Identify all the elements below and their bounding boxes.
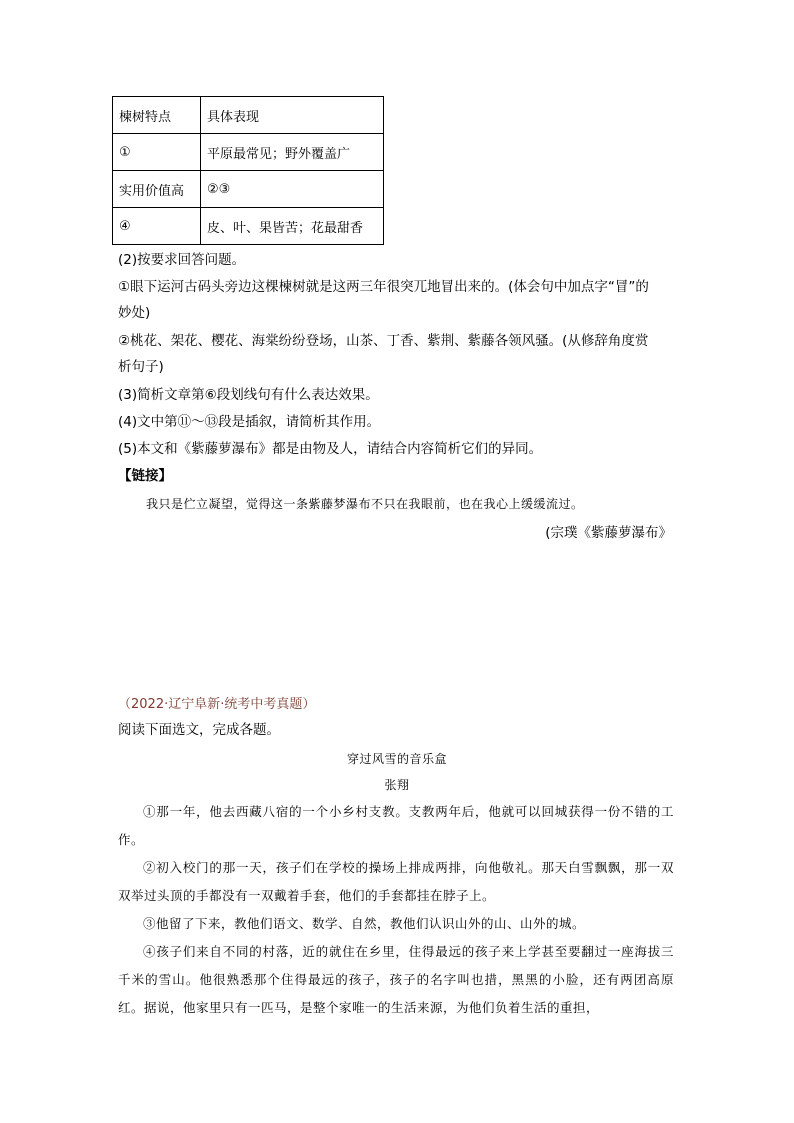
table-cell: 平原最常见；野外覆盖广 [201, 134, 384, 171]
article-paragraph-2: ②初入校门的那一天，孩子们在学校的操场上排成两排，向他敬礼。那天白雪飘飘，那一双双举过头顶的手都没有一双戴着手套，他们的手套都挂在脖子上。 [118, 860, 674, 903]
table-cell: ②③ [201, 171, 384, 208]
question-2-2: ②桃花、架花、樱花、海棠纷纷登场，山茶、丁香、紫荆、紫藤各领风骚。(从修辞角度赏 [118, 333, 649, 349]
article-paragraph-3: ③他留了下来，教他们语文、数学、自然，教他们认识山外的山、山外的城。 [143, 916, 586, 931]
table-cell: ④ [113, 208, 201, 245]
table-cell: 楝树特点 [113, 97, 201, 134]
table-cell: 皮、叶、果皆苦；花最甜香 [201, 208, 384, 245]
article-author: 张翔 [384, 778, 410, 792]
feature-table [112, 96, 384, 245]
table-row [113, 134, 384, 171]
table-row [113, 97, 384, 134]
article-paragraph-1: ①那一年，他去西藏八宿的一个小乡村支教。支教两年后，他就可以回城获得一份不错的工作。 [118, 804, 674, 847]
question-3: (3)简析文章第⑥段划线句有什么表达效果。 [118, 387, 379, 403]
link-quote: 我只是伫立凝望，觉得这一条紫藤梦瀑布不只在我眼前，也在我心上缓缓流过。 [146, 497, 584, 511]
article-paragraph-4: ④孩子们来自不同的村落，近的就住在乡里，住得最远的孩子来上学甚至要翻过一座海拔三千米的雪山。他很熟悉那个住得最远的孩子，孩子的名字叫也措，黑黑的小脸，还有两团高原红。据说，他家里只有一匹马，是整个家唯一的生活来源，为他们负着生活的重担， [118, 944, 674, 1015]
question-4: (4)文中第⑪～⑬段是插叙，请简析其作用。 [118, 414, 381, 430]
question-2-1-cont: 妙处) [118, 305, 151, 321]
table-cell: 实用价值高 [113, 171, 201, 208]
link-source: (宗璞《紫藤萝瀑布》 [545, 525, 672, 541]
table-row [113, 171, 384, 208]
instruction: 阅读下面选文，完成各题。 [118, 722, 280, 738]
table-row [113, 208, 384, 245]
question-2-1: ①眼下运河古码头旁边这棵楝树就是这两三年很突兀地冒出来的。(体会句中加点字“冒”的 [118, 279, 649, 295]
article-title: 穿过风雪的音乐盒 [346, 752, 447, 766]
question-2-2-cont: 析句子) [118, 359, 164, 375]
question-2: (2)按要求回答问题。 [118, 252, 246, 268]
link-heading: 【链接】 [118, 468, 172, 484]
exam-source: （2022·辽宁阜新·统考中考真题） [118, 697, 316, 712]
table-cell: 具体表现 [201, 97, 384, 134]
question-5: (5)本文和《紫藤萝瀑布》都是由物及人，请结合内容简析它们的异同。 [118, 441, 543, 457]
table-cell: ① [113, 134, 201, 171]
